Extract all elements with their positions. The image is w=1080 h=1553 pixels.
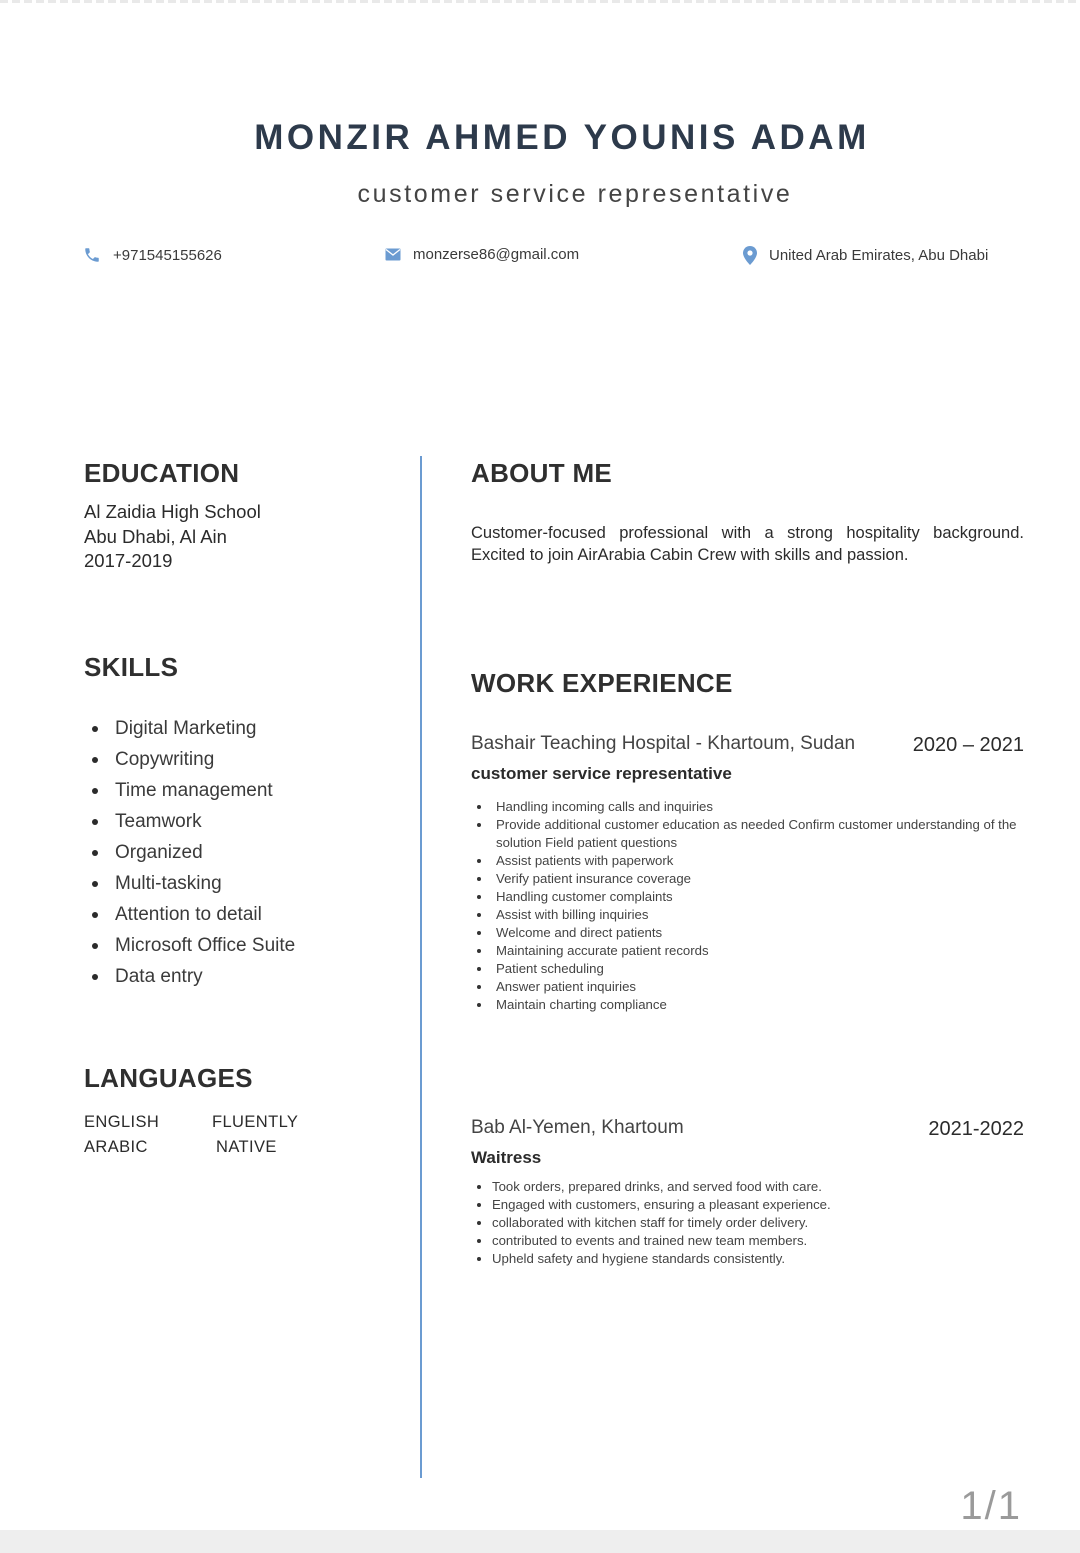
contact-location bbox=[743, 246, 988, 265]
duty-item: Engaged with customers, ensuring a pleasant experience. bbox=[471, 1196, 1031, 1214]
skill-item: Attention to detail bbox=[84, 899, 295, 930]
skill-item: Teamwork bbox=[84, 806, 295, 837]
column-divider bbox=[420, 456, 422, 1478]
language-name: ARABIC bbox=[84, 1138, 148, 1156]
applicant-name: MONZIR AHMED YOUNIS ADAM bbox=[254, 118, 870, 157]
education-entry bbox=[84, 500, 261, 574]
skills-list bbox=[84, 713, 295, 992]
job-employer: Bab Al-Yemen, Khartoum bbox=[471, 1117, 684, 1138]
languages-heading: LANGUAGES bbox=[84, 1063, 253, 1093]
about-heading: ABOUT ME bbox=[471, 458, 613, 488]
skill-item: Multi-tasking bbox=[84, 868, 295, 899]
duty-item: Patient scheduling bbox=[471, 960, 1031, 978]
duty-item: Handling customer complaints bbox=[471, 888, 1031, 906]
job-role: Waitress bbox=[471, 1148, 542, 1167]
page-indicator: 1/1 bbox=[960, 1484, 1022, 1528]
duty-item: contributed to events and trained new team members. bbox=[471, 1232, 1031, 1250]
skills-heading: SKILLS bbox=[84, 652, 179, 682]
contact-phone bbox=[83, 246, 222, 264]
duty-item: Welcome and direct patients bbox=[471, 924, 1031, 942]
duty-item: Answer patient inquiries bbox=[471, 978, 1031, 996]
language-level: FLUENTLY bbox=[212, 1113, 299, 1131]
duty-item: Assist with billing inquiries bbox=[471, 906, 1031, 924]
skill-item: Digital Marketing bbox=[84, 713, 295, 744]
skill-item: Time management bbox=[84, 775, 295, 806]
duty-item: collaborated with kitchen staff for timely order delivery. bbox=[471, 1214, 1031, 1232]
duty-item: Maintaining accurate patient records bbox=[471, 942, 1031, 960]
language-level: NATIVE bbox=[216, 1138, 277, 1156]
contact-email bbox=[385, 246, 579, 263]
map-pin-icon bbox=[743, 246, 757, 265]
job-role: customer service representative bbox=[471, 764, 732, 783]
school-name: Al Zaidia High School bbox=[84, 501, 261, 522]
duty-item: Took orders, prepared drinks, and served food with care. bbox=[471, 1178, 1031, 1196]
top-border bbox=[0, 0, 1080, 3]
school-location: Abu Dhabi, Al Ain bbox=[84, 525, 227, 547]
viewer-bottom-bar bbox=[0, 1530, 1080, 1553]
applicant-title: customer service representative bbox=[357, 180, 793, 208]
job-years: 2020 – 2021 bbox=[912, 734, 1024, 756]
duty-item: Provide additional customer education as needed Confirm customer understanding of the solution Field patient questions bbox=[471, 816, 1031, 852]
education-heading: EDUCATION bbox=[84, 458, 240, 488]
duty-item: Maintain charting compliance bbox=[471, 996, 1031, 1014]
skill-item: Copywriting bbox=[84, 744, 295, 775]
job-duties bbox=[471, 1178, 1031, 1268]
experience-heading: WORK EXPERIENCE bbox=[471, 668, 733, 698]
location-text: United Arab Emirates, Abu Dhabi bbox=[769, 247, 989, 264]
duty-item: Verify patient insurance coverage bbox=[471, 870, 1031, 888]
phone-icon bbox=[83, 246, 101, 264]
phone-number: +971545155626 bbox=[113, 246, 222, 264]
duty-item: Handling incoming calls and inquiries bbox=[471, 798, 1031, 816]
duty-item: Assist patients with paperwork bbox=[471, 852, 1031, 870]
skill-item: Microsoft Office Suite bbox=[84, 930, 295, 961]
envelope-icon bbox=[385, 248, 401, 261]
language-name: ENGLISH bbox=[84, 1113, 160, 1131]
email-address: monzerse86@gmail.com bbox=[413, 246, 580, 263]
about-text: Customer-focused professional with a strong hospitality background. Excited to join AirArabia Cabin Crew with skills and passion. bbox=[471, 524, 1024, 564]
duty-item: Upheld safety and hygiene standards consistently. bbox=[471, 1250, 1031, 1268]
job-duties bbox=[471, 798, 1031, 1014]
skill-item: Data entry bbox=[84, 961, 295, 992]
education-years: 2017-2019 bbox=[84, 550, 173, 571]
job-employer: Bashair Teaching Hospital - Khartoum, Sudan bbox=[471, 733, 856, 754]
skill-item: Organized bbox=[84, 837, 295, 868]
job-years: 2021-2022 bbox=[928, 1118, 1024, 1140]
